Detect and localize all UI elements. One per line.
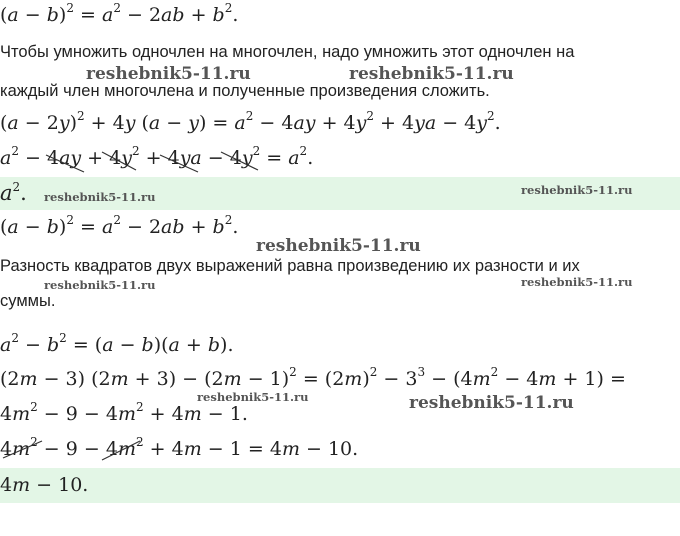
rule-text-line-4: суммы. [0,292,56,310]
formula-square-difference-2: $(a - b)^2 = a^2 - 2ab + b^2$. [0,213,239,238]
watermark: reshebnik5-11.ru [521,183,633,197]
watermark: reshebnik5-11.ru [86,64,251,84]
rule-text-line-2: каждый член многочлена и полученные произведения сложить. [0,82,490,100]
answer-band-2 [0,468,680,503]
formula-square-difference: $(a - b)^2 = a^2 - 2ab + b^2$. [0,1,239,26]
watermark: reshebnik5-11.ru [197,390,309,404]
answer-1: $a^2$. [0,180,27,205]
watermark: reshebnik5-11.ru [521,275,633,289]
simplification-line: $a^2 - 4ay + 4y^2 + 4ya - 4y^2 = a^2$. [0,144,314,169]
simplification-line-2: $4m^2 - 9 - 4m^2 + 4m - 1 = 4m - 10$. [0,435,359,460]
watermark: reshebnik5-11.ru [349,64,514,84]
watermark: reshebnik5-11.ru [409,393,574,413]
expansion-line: $(a - 2y)^2 + 4y$ $(a - y) = a^2 - 4ay + 4y^2 + 4ya - 4y^2$. [0,109,501,134]
watermark: reshebnik5-11.ru [44,278,156,292]
watermark: reshebnik5-11.ru [256,236,421,256]
watermark: reshebnik5-11.ru [44,190,156,204]
answer-2: 4m − 10. [0,474,89,496]
expansion-line-2-continued: $4m^2 - 9 - 4m^2 + 4m - 1$. [0,400,248,425]
rule-text-line-3: Разность квадратов двух выражений равна произведению их разности и их [0,257,580,275]
formula-difference-of-squares: $a^2 - b^2 = (a - b)(a + b)$. [0,331,234,356]
expansion-line-2: (2m − 3) $(2m + 3) - (2m - 1)^2 = (2m)^2 - 3^3 - (4m^2 - 4m + 1)$ = [0,365,626,390]
rule-text-line-1: Чтобы умножить одночлен на многочлен, надо умножить этот одночлен на [0,43,575,61]
